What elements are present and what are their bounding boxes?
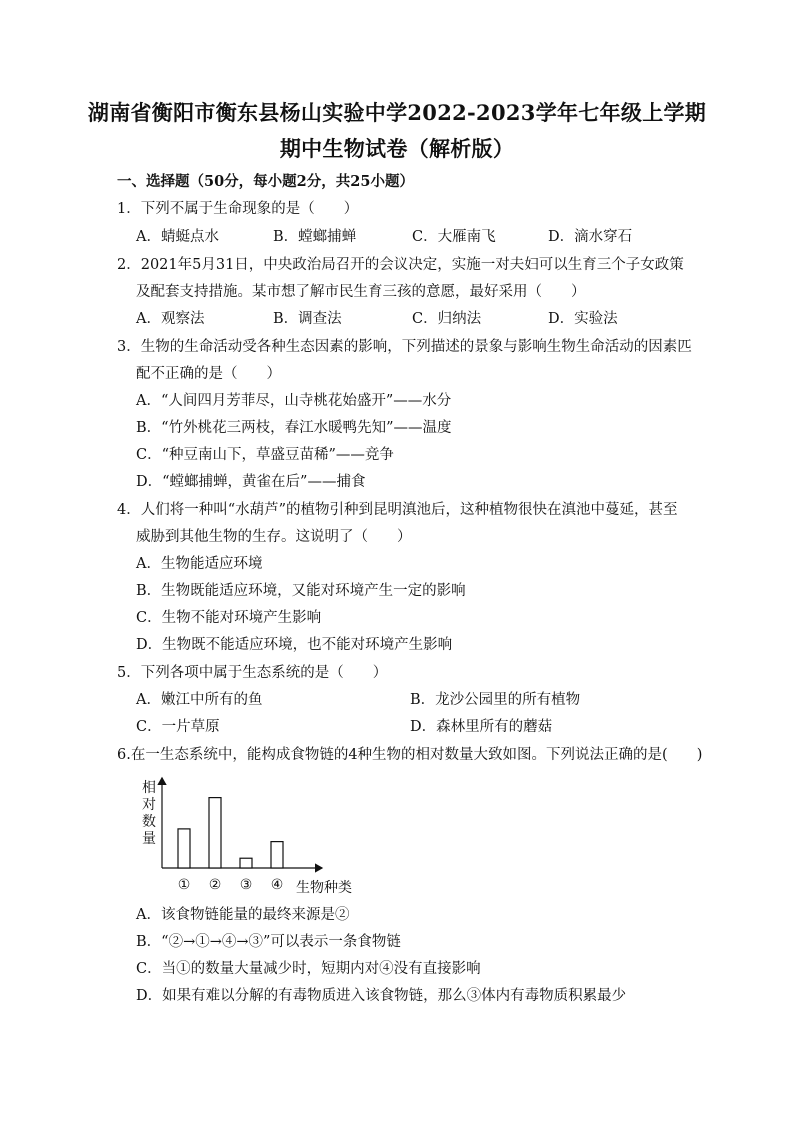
q4-option-d[interactable]: D．生物既不能适应环境，也不能对环境产生影响 [136, 637, 453, 653]
q1-option-d[interactable]: D．滴水穿石 [548, 229, 633, 245]
q1-option-c[interactable]: C．大雁南飞 [412, 229, 496, 245]
q6-option-a[interactable]: A．该食物链能量的最终来源是② [136, 907, 350, 923]
bar-3 [240, 858, 252, 868]
q4-option-c[interactable]: C．生物不能对环境产生影响 [136, 610, 322, 626]
question-6-stem: 6.在一生态系统中，能构成食物链的4种生物的相对数量大致如图。下列说法正确的是( ) [117, 747, 703, 763]
bar-1 [178, 829, 190, 868]
x-axis-label: 生物种类 [296, 880, 352, 896]
q4-option-a[interactable]: A．生物能适应环境 [136, 556, 263, 572]
q2-option-d[interactable]: D．实验法 [548, 311, 618, 327]
x-tick-label-2: ② [208, 877, 222, 893]
q2-option-a[interactable]: A．观察法 [136, 311, 205, 327]
bar-2 [209, 798, 221, 868]
question-4-stem-line2: 威胁到其他生物的生存。这说明了（ ） [136, 529, 412, 545]
y-axis-label: 相对数量 [142, 780, 156, 847]
q3-option-c[interactable]: C．“种豆南山下，草盛豆苗稀”——竞争 [136, 447, 394, 463]
q5-option-d[interactable]: D．森林里所有的蘑菇 [410, 719, 553, 735]
question-4-stem-line1: 4．人们将一种叫“水葫芦”的植物引种到昆明滇池后，这种植物很快在滇池中蔓延，甚至 [117, 502, 678, 518]
q3-option-d[interactable]: D．“螳螂捕蝉，黄雀在后”——捕食 [136, 474, 366, 490]
section-heading: 一、选择题（50分，每小题2分，共25小题） [117, 173, 414, 190]
x-tick-label-4: ④ [270, 877, 284, 893]
question-2-stem-line1: 2．2021年5月31日，中央政治局召开的会议决定，实施一对夫妇可以生育三个子女政策 [117, 257, 684, 273]
question-3-stem-line2: 配不正确的是（ ） [136, 366, 281, 382]
x-tick-label-3: ③ [239, 877, 253, 893]
q3-option-a[interactable]: A．“人间四月芳菲尽，山寺桃花始盛开”——水分 [136, 393, 452, 409]
bar-4 [271, 842, 283, 868]
q5-option-a[interactable]: A．嫩江中所有的鱼 [136, 692, 263, 708]
q4-option-b[interactable]: B．生物既能适应环境，又能对环境产生一定的影响 [136, 583, 466, 599]
relative-quantity-chart [138, 772, 368, 898]
q5-option-c[interactable]: C．一片草原 [136, 719, 220, 735]
q6-option-c[interactable]: C．当①的数量大量减少时，短期内对④没有直接影响 [136, 961, 481, 977]
exam-title-line2: 期中生物试卷（解析版） [279, 136, 515, 161]
question-5-stem: 5．下列各项中属于生态系统的是（ ） [117, 665, 388, 681]
q2-option-b[interactable]: B．调查法 [273, 311, 342, 327]
exam-title-line1: 湖南省衡阳市衡东县杨山实验中学2022-2023学年七年级上学期 [87, 100, 707, 125]
question-1-stem: 1．下列不属于生命现象的是（ ） [117, 201, 359, 217]
q1-option-a[interactable]: A．蜻蜓点水 [136, 229, 219, 245]
q6-option-d[interactable]: D．如果有难以分解的有毒物质进入该食物链，那么③体内有毒物质积累最少 [136, 988, 627, 1004]
x-tick-label-1: ① [177, 877, 191, 893]
q3-option-b[interactable]: B．“竹外桃花三两枝，春江水暖鸭先知”——温度 [136, 420, 452, 436]
q5-option-b[interactable]: B．龙沙公园里的所有植物 [410, 692, 581, 708]
q6-option-b[interactable]: B．“②→①→④→③”可以表示一条食物链 [136, 934, 401, 950]
question-2-stem-line2: 及配套支持措施。某市想了解市民生育三孩的意愿，最好采用（ ） [136, 284, 586, 300]
q2-option-c[interactable]: C．归纳法 [412, 311, 482, 327]
question-3-stem-line1: 3．生物的生命活动受各种生态因素的影响，下列描述的景象与影响生物生命活动的因素匹 [117, 339, 692, 355]
q1-option-b[interactable]: B．螳螂捕蝉 [273, 229, 357, 245]
